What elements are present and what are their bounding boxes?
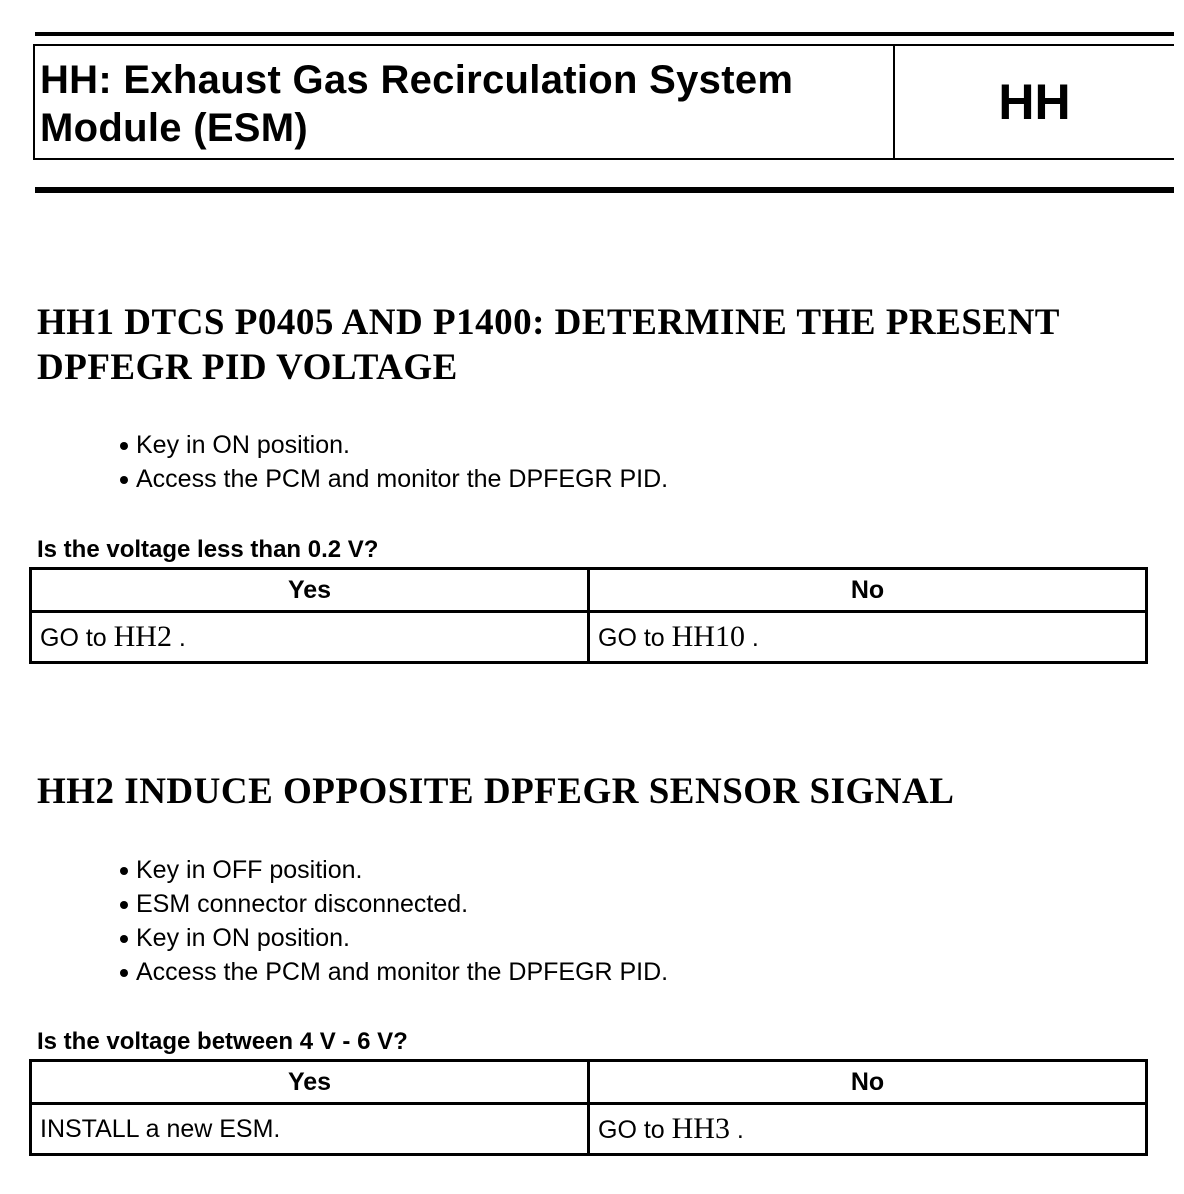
step-item: Access the PCM and monitor the DPFEGR PID. <box>118 462 668 496</box>
no-action-text: GO to <box>598 624 672 652</box>
section-hh2-question: Is the voltage between 4 V - 6 V? <box>37 1028 408 1055</box>
header-bottom-rule <box>35 187 1174 193</box>
no-header: No <box>589 1061 1147 1104</box>
document-title: HH: Exhaust Gas Recirculation System Module (ESM) <box>40 58 794 150</box>
yes-ref-link[interactable]: HH2 <box>113 620 172 653</box>
no-suffix: . <box>744 624 759 652</box>
no-ref-link[interactable]: HH3 <box>671 1112 730 1145</box>
section-hh2-steps <box>118 853 668 989</box>
no-suffix: . <box>729 1116 744 1144</box>
no-action-text: GO to <box>598 1116 672 1144</box>
section-hh2-answer-table <box>29 1059 1148 1156</box>
step-item: Key in OFF position. <box>118 853 668 887</box>
yes-cell <box>31 612 589 663</box>
no-cell <box>589 612 1147 663</box>
section-hh1-steps <box>118 428 668 496</box>
section-hh1-title: HH1 DTCS P0405 AND P1400: DETERMINE THE PRESENT DPFEGR PID VOLTAGE <box>37 302 1060 388</box>
yes-action-text: GO to <box>40 624 114 652</box>
yes-cell: INSTALL a new ESM. <box>31 1104 589 1155</box>
step-item: Key in ON position. <box>118 428 668 462</box>
yes-suffix: . <box>171 624 186 652</box>
step-item: Key in ON position. <box>118 921 668 955</box>
step-item: Access the PCM and monitor the DPFEGR PID. <box>118 955 668 989</box>
section-hh1-question: Is the voltage less than 0.2 V? <box>37 536 379 563</box>
document-header <box>33 44 1174 160</box>
no-cell <box>589 1104 1147 1155</box>
yes-header: Yes <box>31 1061 589 1104</box>
section-hh2-title: HH2 INDUCE OPPOSITE DPFEGR SENSOR SIGNAL <box>37 771 955 812</box>
section-code: HH <box>998 74 1071 130</box>
header-top-rule <box>35 32 1174 36</box>
no-ref-link[interactable]: HH10 <box>671 620 745 653</box>
section-hh1-answer-table <box>29 567 1148 664</box>
step-item: ESM connector disconnected. <box>118 887 668 921</box>
yes-header: Yes <box>31 569 589 612</box>
no-header: No <box>589 569 1147 612</box>
